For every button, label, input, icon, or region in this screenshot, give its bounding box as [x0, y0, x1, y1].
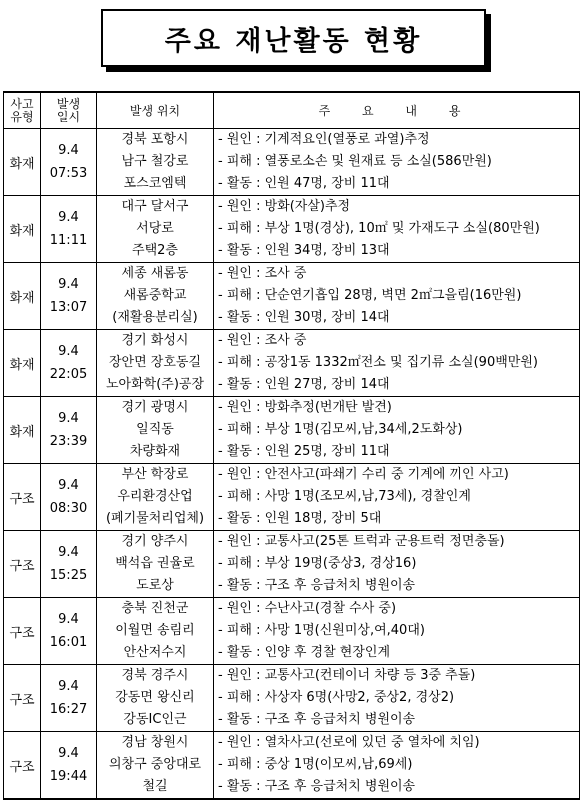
- incident-time: 08:30: [49, 501, 88, 516]
- incident-date: 9.4: [58, 143, 79, 158]
- incident-location: [97, 732, 214, 800]
- incident-time: 22:05: [49, 367, 88, 382]
- incident-location: [97, 196, 214, 263]
- incident-datetime: [41, 598, 97, 665]
- location-line: 경남 창원시: [121, 735, 189, 750]
- detail-damage: - 피해 : 사망 1명(조모씨,남,73세), 경찰인계: [218, 489, 471, 504]
- detail-action: - 활동 : 구조 후 응급처치 병원이송: [218, 578, 416, 593]
- location-line: 우리환경산업: [117, 489, 193, 504]
- location-line: 경기 양주시: [121, 534, 189, 549]
- incident-details: [214, 263, 580, 330]
- incident-location: [97, 330, 214, 397]
- location-line: 안산저수지: [123, 645, 187, 660]
- incident-location: [97, 665, 214, 732]
- detail-cause: - 원인 : 조사 중: [218, 333, 307, 348]
- table-row: [4, 464, 580, 531]
- detail-damage: - 피해 : 중상 1명(이모씨,남,69세): [218, 757, 413, 772]
- table-row: [4, 665, 580, 732]
- detail-action: - 활동 : 인원 47명, 장비 11대: [218, 176, 390, 191]
- detail-cause: - 원인 : 수난사고(경찰 수사 중): [218, 601, 397, 616]
- incident-date: 9.4: [58, 545, 79, 560]
- location-line: 경기 광명시: [121, 400, 189, 415]
- incident-details: [214, 397, 580, 464]
- incident-datetime: [41, 397, 97, 464]
- incident-datetime: [41, 464, 97, 531]
- incident-date: 9.4: [58, 612, 79, 627]
- incident-date: 9.4: [58, 478, 79, 493]
- incident-location: [97, 397, 214, 464]
- incident-date: 9.4: [58, 344, 79, 359]
- incident-time: 19:44: [49, 769, 88, 784]
- location-line: 세종 새롬동: [121, 266, 189, 281]
- location-line: (재활용분리실): [112, 310, 198, 325]
- location-line: 강동면 왕신리: [115, 690, 195, 705]
- location-line: 노아화학(주)공장: [105, 377, 205, 392]
- incident-time: 16:27: [49, 702, 88, 717]
- incident-time: 15:25: [49, 568, 88, 583]
- detail-action: - 활동 : 인원 27명, 장비 14대: [218, 377, 390, 392]
- incident-datetime: [41, 665, 97, 732]
- incident-date: 9.4: [58, 411, 79, 426]
- detail-damage: - 피해 : 열풍로소손 및 원재료 등 소실(586만원): [218, 154, 492, 169]
- incident-location: [97, 129, 214, 196]
- detail-action: - 활동 : 인원 18명, 장비 5대: [218, 511, 382, 526]
- page-title: 주요 재난활동 현황: [164, 25, 423, 57]
- incident-type: 화재: [4, 129, 41, 196]
- location-line: 경북 포항시: [121, 132, 189, 147]
- table-row: [4, 129, 580, 196]
- detail-cause: - 원인 : 열차사고(선로에 있던 중 열차에 치임): [218, 735, 480, 750]
- detail-damage: - 피해 : 단순연기흡입 28명, 벽면 2㎡그을림(16만원): [218, 288, 522, 303]
- incident-location: [97, 531, 214, 598]
- location-line: 서당로: [136, 221, 174, 236]
- table-row: [4, 196, 580, 263]
- location-line: 경기 화성시: [121, 333, 189, 348]
- detail-damage: - 피해 : 사상자 6명(사망2, 중상2, 경상2): [218, 690, 455, 705]
- detail-damage: - 피해 : 부상 19명(중상3, 경상16): [218, 556, 417, 571]
- incident-type: 구조: [4, 464, 41, 531]
- location-line: 강동IC인근: [123, 712, 187, 727]
- location-line: 의창구 중앙대로: [108, 757, 202, 772]
- incident-location: [97, 598, 214, 665]
- detail-action: - 활동 : 구조 후 응급처치 병원이송: [218, 712, 416, 727]
- header-type: 사고 유형: [4, 92, 41, 129]
- incident-time: 23:39: [49, 434, 88, 449]
- table-row: [4, 598, 580, 665]
- detail-cause: - 원인 : 교통사고(25톤 트럭과 군용트럭 정면충돌): [218, 534, 505, 549]
- incident-details: [214, 665, 580, 732]
- table-row: [4, 732, 580, 800]
- detail-cause: - 원인 : 방화추정(번개탄 발견): [218, 400, 392, 415]
- detail-damage: - 피해 : 사망 1명(신원미상,여,40대): [218, 623, 425, 638]
- incident-date: 9.4: [58, 746, 79, 761]
- incident-type: 구조: [4, 598, 41, 665]
- table-row: [4, 330, 580, 397]
- location-line: 장안면 장호동길: [108, 355, 202, 370]
- incident-time: 07:53: [49, 166, 88, 181]
- disaster-activity-table: [3, 91, 580, 800]
- incident-details: [214, 330, 580, 397]
- location-line: (폐기물처리업체): [105, 511, 205, 526]
- detail-action: - 활동 : 인원 25명, 장비 11대: [218, 444, 390, 459]
- incident-details: [214, 598, 580, 665]
- incident-location: [97, 263, 214, 330]
- detail-cause: - 원인 : 교통사고(컨테이너 차량 등 3중 추돌): [218, 668, 476, 683]
- detail-damage: - 피해 : 공장1동 1332㎡전소 및 집기류 소실(90백만원): [218, 355, 538, 370]
- incident-location: [97, 464, 214, 531]
- location-line: 차량화재: [129, 444, 181, 459]
- location-line: 대구 달서구: [121, 199, 189, 214]
- detail-damage: - 피해 : 부상 1명(김모씨,남,34세,2도화상): [218, 422, 463, 437]
- table-row: [4, 531, 580, 598]
- incident-details: [214, 531, 580, 598]
- location-line: 도로상: [136, 578, 174, 593]
- table-row: [4, 263, 580, 330]
- location-line: 부산 학장로: [121, 467, 189, 482]
- location-line: 새롬중학교: [123, 288, 187, 303]
- detail-action: - 활동 : 인원 34명, 장비 13대: [218, 243, 390, 258]
- incident-type: 구조: [4, 531, 41, 598]
- incident-datetime: [41, 263, 97, 330]
- incident-datetime: [41, 732, 97, 800]
- detail-damage: - 피해 : 부상 1명(경상), 10㎡ 및 가재도구 소실(80만원): [218, 221, 540, 236]
- page-title-box: [101, 9, 486, 67]
- table-row: [4, 397, 580, 464]
- location-line: 경북 경주시: [121, 668, 189, 683]
- location-line: 백석읍 권율로: [115, 556, 195, 571]
- header-date: 발생 일시: [41, 92, 97, 129]
- incident-details: [214, 732, 580, 800]
- detail-action: - 활동 : 인양 후 경찰 현장인계: [218, 645, 391, 660]
- detail-action: - 활동 : 구조 후 응급처치 병원이송: [218, 779, 416, 794]
- header-content: 주 요 내 용: [214, 92, 580, 129]
- incident-datetime: [41, 129, 97, 196]
- detail-cause: - 원인 : 안전사고(파쇄기 수리 중 기계에 끼인 사고): [218, 467, 509, 482]
- incident-details: [214, 129, 580, 196]
- header-location: 발생 위치: [97, 92, 214, 129]
- detail-cause: - 원인 : 조사 중: [218, 266, 307, 281]
- location-line: 포스코엠텍: [123, 176, 187, 191]
- location-line: 철길: [142, 779, 168, 794]
- table-header-row: [4, 92, 580, 129]
- incident-time: 16:01: [49, 635, 88, 650]
- incident-type: 화재: [4, 397, 41, 464]
- incident-date: 9.4: [58, 277, 79, 292]
- incident-details: [214, 464, 580, 531]
- incident-type: 화재: [4, 330, 41, 397]
- incident-details: [214, 196, 580, 263]
- location-line: 일직동: [136, 422, 174, 437]
- incident-time: 11:11: [49, 233, 88, 248]
- incident-type: 화재: [4, 196, 41, 263]
- incident-type: 화재: [4, 263, 41, 330]
- incident-date: 9.4: [58, 210, 79, 225]
- location-line: 충북 진천군: [121, 601, 189, 616]
- location-line: 이월면 송림리: [115, 623, 195, 638]
- incident-datetime: [41, 330, 97, 397]
- location-line: 주택2층: [132, 243, 178, 258]
- incident-datetime: [41, 531, 97, 598]
- location-line: 남구 철강로: [121, 154, 189, 169]
- incident-type: 구조: [4, 732, 41, 800]
- detail-cause: - 원인 : 방화(자살)추정: [218, 199, 351, 214]
- incident-type: 구조: [4, 665, 41, 732]
- incident-date: 9.4: [58, 679, 79, 694]
- detail-cause: - 원인 : 기계적요인(열풍로 과열)추정: [218, 132, 430, 147]
- detail-action: - 활동 : 인원 30명, 장비 14대: [218, 310, 390, 325]
- incident-datetime: [41, 196, 97, 263]
- incident-time: 13:07: [49, 300, 88, 315]
